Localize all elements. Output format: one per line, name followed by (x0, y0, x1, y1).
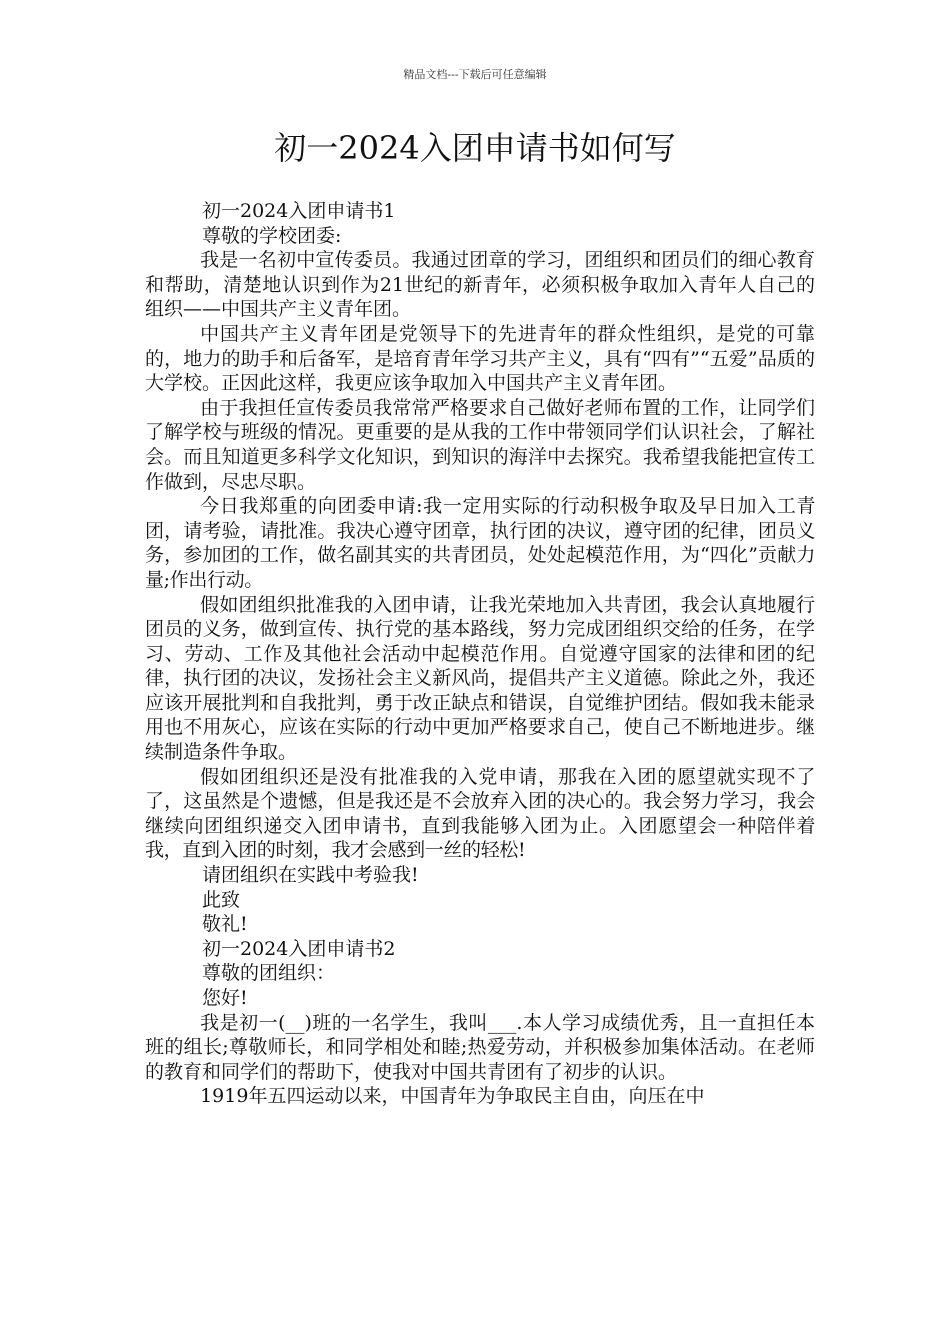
letter2-salutation: 尊敬的团组织： (202, 962, 336, 985)
letter2-heading: 初一2024入团申请书2 (202, 937, 396, 960)
letter2-paragraph: 1919年五四运动以来，中国青年为争取民主自由，向压在中 (200, 1085, 705, 1108)
document-body (145, 199, 815, 1109)
letter1-paragraph: 假如团组织还是没有批准我的入党申请，那我在入团的愿望就实现不了了，这虽然是个遗憾，但是我还是不会放弃入团的决心的。我会努力学习，我会继续向团组织递交入团申请书，直到我能够入团为止。入团愿望会一种陪伴着我，直到入团的时刻，我才会感到一丝的轻松! (145, 765, 815, 862)
letter2-greeting: 您好! (202, 987, 248, 1009)
letter1-paragraph: 今日我郑重的向团委申请:我一定用实际的行动积极争取及早日加入工青团，请考验，请批准。我决心遵守团章，执行团的决议，遵守团的纪律，团员义务，参加团的工作，做名副其实的共青团员，处处起模范作用，为“四化”贡献力量;作出行动。 (145, 495, 815, 591)
letter1-salutation: 尊敬的学校团委: (202, 224, 342, 247)
letter1-paragraph: 由于我担任宣传委员我常常严格要求自己做好老师布置的工作，让同学们了解学校与班级的情况。更重要的是从我的工作中带领同学们认识社会，了解社会。而且知道更多科学文化知识，到知识的海洋中去探究。我希望我能把宣传工作做到，尽忠尽职。 (145, 396, 815, 493)
letter1-paragraph: 我是一名初中宣传委员。我通过团章的学习，团组织和团员们的细心教育和帮助，清楚地认识到作为21世纪的新青年，必须积极争取加入青年人自己的组织——中国共产主义青年团。 (145, 249, 815, 321)
letter1-closing: 此致 (202, 888, 241, 911)
letter2-paragraph: 我是初一(__)班的一名学生，我叫___.本人学习成绩优秀，且一直担任本班的组长;尊敬师长，和同学相处和睦;热爱劳动，并积极参加集体活动。在老师的教育和同学们的帮助下，使我对中国共青团有了初步的认识。 (145, 1011, 815, 1083)
document-title: 初一2024入团申请书如何写 (274, 129, 676, 167)
letter1-paragraph: 中国共产主义青年团是党领导下的先进青年的群众性组织，是党的可靠的，地力的助手和后备军，是培育青年学习共产主义，具有“四有”“五爱”品质的大学校。正因此这样，我更应该争取加入中国共产主义青年团。 (145, 322, 815, 395)
letter1-closing: 敬礼! (202, 913, 248, 936)
letter1-paragraph: 假如团组织批准我的入团申请，让我光荣地加入共青团，我会认真地履行团员的义务，做到宣传、执行党的基本路线，努力完成团组织交给的任务，在学习、劳动、工作及其他社会活动中起模范作用。自觉遵守国家的法律和团的纪律，执行团的决议，发扬社会主义新风尚，提倡共产主义道德。除此之外，我还应该开展批判和自我批判，勇于改正缺点和错误，自觉维护团结。假如我未能录用也不用灰心，应该在实际的行动中更加严格要求自己，使自己不断地进步。继续制造条件争取。 (145, 593, 815, 764)
header-note: 精品文档---下载后可任意编辑 (403, 68, 547, 81)
letter1-closing: 请团组织在实践中考验我! (202, 864, 419, 887)
letter1-heading: 初一2024入团申请书1 (202, 200, 396, 222)
